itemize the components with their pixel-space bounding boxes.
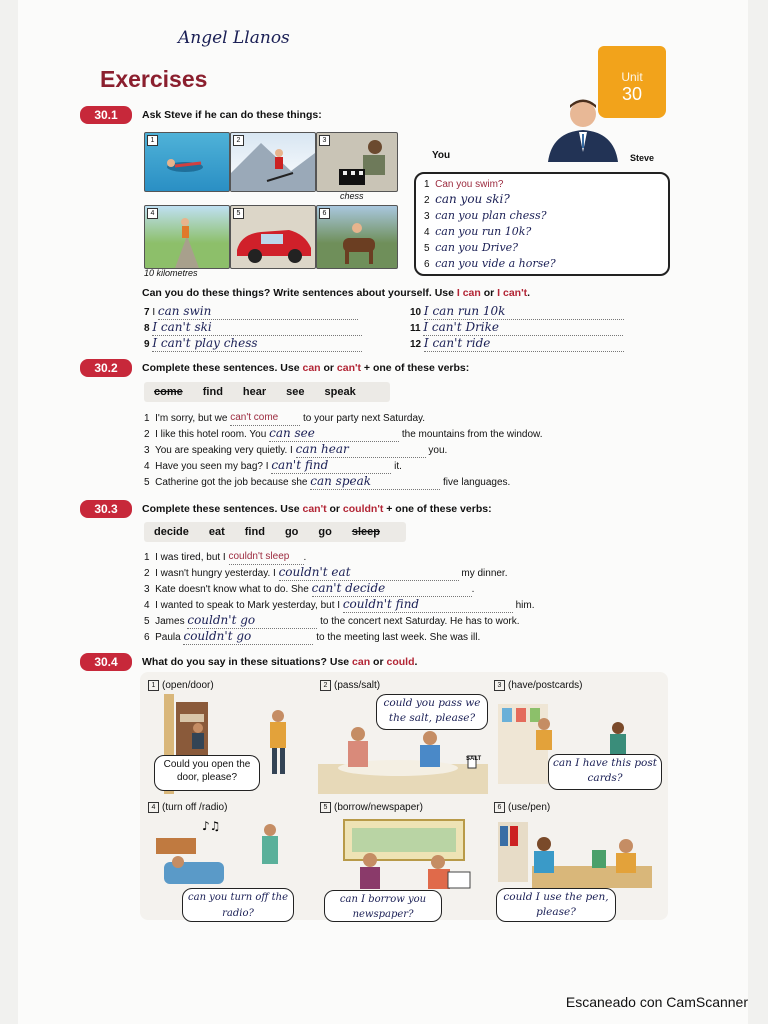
ex3-item: 4 I wanted to speak to Mark yesterday, but I couldn't find him. [144, 597, 535, 611]
question-list [424, 177, 556, 272]
verb: find [244, 526, 265, 538]
handwritten-answer: couldn't eat [279, 565, 459, 581]
picture-caption-chess: chess [340, 191, 364, 201]
verb-box-30-2 [144, 382, 390, 402]
ex1-instruction: Ask Steve if he can do these things: [142, 109, 322, 121]
verb: eat [208, 526, 225, 538]
picture-number: 1 [147, 135, 158, 146]
handwritten-answer: couldn't find [343, 597, 513, 613]
handwritten-answer: can you vide a horse? [435, 257, 556, 270]
handwritten-answer: can you run 10k? [435, 225, 532, 238]
ex4-instruction: What do you say in these situations? Use can or could. [142, 656, 418, 668]
scene-pen [492, 816, 664, 892]
question-row: 3 can you plan chess? [424, 209, 547, 222]
steve-label: Steve [630, 153, 655, 163]
printed-answer: Can you swim? [435, 179, 504, 190]
situation-label-4: 4 (turn off /radio) [148, 802, 227, 813]
sentence-row: 8 I can't ski [144, 320, 404, 336]
sentence-row: 12 I can't ride [410, 336, 670, 352]
question-row: 4 can you run 10k? [424, 225, 532, 238]
speech-bubble-4 [182, 888, 294, 922]
question-row: 1 Can you swim? [424, 179, 504, 190]
steve-portrait [538, 96, 628, 162]
exercise-badge-30-1: 30.1 [80, 106, 132, 124]
questions-bubble [414, 172, 670, 276]
picture-number: 4 [147, 208, 158, 219]
handwritten-answer: can't find [271, 458, 391, 474]
handwritten-answer: couldn't go [183, 629, 313, 645]
picture-drive [230, 205, 316, 269]
picture-run [144, 205, 230, 269]
printed-answer: can't come [230, 410, 300, 426]
situation-label-2: 2 (pass/salt) [320, 680, 380, 691]
ex2-item: 1 I'm sorry, but we can't come to your party next Saturday. [144, 412, 426, 424]
steve-illustration [538, 96, 628, 162]
verb: come [154, 386, 183, 398]
ex3-instruction: Complete these sentences. Use can't or couldn't + one of these verbs: [142, 503, 492, 515]
unit-number: 30 [621, 84, 643, 104]
handwritten-answer: can't decide [312, 581, 472, 597]
ex3-item: 2 I wasn't hungry yesterday. I couldn't eat my dinner. [144, 565, 508, 579]
situation-label-5: 5 (borrow/newspaper) [320, 802, 423, 813]
picture-chess [316, 132, 398, 192]
handwritten-answer: I can't ride [424, 336, 624, 352]
ex2-item: 3 You are speaking very quietly. I can hear you. [144, 442, 448, 456]
handwritten-answer: can you ski? [435, 192, 510, 206]
speech-bubble-6 [496, 888, 616, 922]
handwritten-answer: could I use the pen, please? [503, 891, 609, 918]
handwritten-answer: can you Drive? [435, 241, 519, 254]
ex2-item: 4 Have you seen my bag? I can't find it. [144, 458, 402, 472]
picture-number: 3 [319, 135, 330, 146]
question-row: 6 can you vide a horse? [424, 257, 556, 270]
verb: find [202, 386, 223, 398]
exercise-badge-30-3: 30.3 [80, 500, 132, 518]
verb: go [318, 526, 332, 538]
picture-ski [230, 132, 316, 192]
sentence-row: 9 I can't play chess [144, 336, 404, 352]
picture-number: 6 [319, 208, 330, 219]
ex3-item: 6 Paula couldn't go to the meeting last week. She was ill. [144, 629, 481, 643]
picture-horse [316, 205, 398, 269]
sentence-row: 7 I can swin [144, 304, 404, 320]
verb: go [284, 526, 299, 538]
speech-bubble-3 [548, 754, 662, 790]
question-row: 5 can you Drive? [424, 241, 519, 254]
verb: speak [324, 386, 356, 398]
sentence-row: 10 I can run 10k [410, 304, 670, 320]
sentences-right [410, 304, 670, 352]
camscanner-watermark: Escaneado con CamScanner [565, 994, 748, 1010]
student-name: Angel Llanos [178, 28, 290, 48]
handwritten-answer: couldn't go [187, 613, 317, 629]
sentences-left [144, 304, 404, 352]
verb: sleep [351, 526, 380, 538]
picture-caption-run: 10 kilometres [144, 268, 198, 278]
printed-answer: couldn't sleep [229, 549, 304, 565]
handwritten-answer: can you turn off the radio? [188, 892, 288, 919]
situation-label-6: 6 (use/pen) [494, 802, 550, 813]
picture-swim [144, 132, 230, 192]
scene-newspaper [318, 816, 488, 892]
handwritten-answer: could you pass we the salt, please? [383, 697, 481, 724]
handwritten-answer: can hear [296, 442, 426, 458]
salt-label: SALT [466, 756, 482, 762]
speech-bubble-5 [324, 890, 442, 922]
page-title: Exercises [100, 66, 208, 92]
ex2-item: 2 I like this hotel room. You can see the mountains from the window. [144, 426, 543, 440]
picture-number: 5 [233, 208, 244, 219]
sentence-row: 11 I can't Drike [410, 320, 670, 336]
ex1-sub-instruction: Can you do these things? Write sentences about yourself. Use I can or I can't. [142, 287, 530, 299]
ex3-item: 5 James couldn't go to the concert next Saturday. He has to work. [144, 613, 520, 627]
verb: decide [154, 526, 189, 538]
handwritten-answer: I can run 10k [424, 304, 624, 320]
handwritten-answer: can I borrow you newspaper? [339, 894, 427, 920]
verb: see [286, 386, 305, 398]
speech-bubble-2 [376, 694, 488, 730]
you-label: You [432, 150, 451, 161]
situation-label-1: 1 (open/door) [148, 680, 214, 691]
question-row: 2 can you ski? [424, 192, 510, 206]
ex2-item: 5 Catherine got the job because she can speak five languages. [144, 474, 511, 488]
picture-number: 2 [233, 135, 244, 146]
handwritten-answer: can see [269, 426, 399, 442]
verb: hear [242, 386, 267, 398]
handwritten-answer: can I have this post cards? [553, 757, 657, 784]
ex3-item: 3 Kate doesn't know what to do. She can't decide . [144, 581, 475, 595]
handwritten-answer: I can't play chess [152, 336, 362, 352]
handwritten-answer: can swin [158, 304, 358, 320]
handwritten-answer: I can't Drike [423, 320, 623, 336]
verb-box-30-3 [144, 522, 406, 542]
handwritten-answer: can speak [310, 474, 440, 490]
unit-label: Unit [621, 70, 643, 84]
handwritten-answer: can you plan chess? [435, 209, 547, 222]
ex3-item: 1 I was tired, but I couldn't sleep . [144, 551, 307, 563]
workbook-page [18, 0, 748, 1024]
exercise-badge-30-4: 30.4 [80, 653, 132, 671]
scene-radio [144, 816, 314, 892]
svg-text:♪♫: ♪♫ [202, 819, 221, 833]
ex3-items [144, 549, 664, 645]
exercise-badge-30-2: 30.2 [80, 359, 132, 377]
ex2-instruction: Complete these sentences. Use can or can't + one of these verbs: [142, 362, 470, 374]
situation-label-3: 3 (have/postcards) [494, 680, 582, 691]
ex2-items [144, 410, 664, 490]
handwritten-answer: I can't ski [152, 320, 362, 336]
speech-bubble-1: Could you open the door, please? [154, 755, 260, 791]
